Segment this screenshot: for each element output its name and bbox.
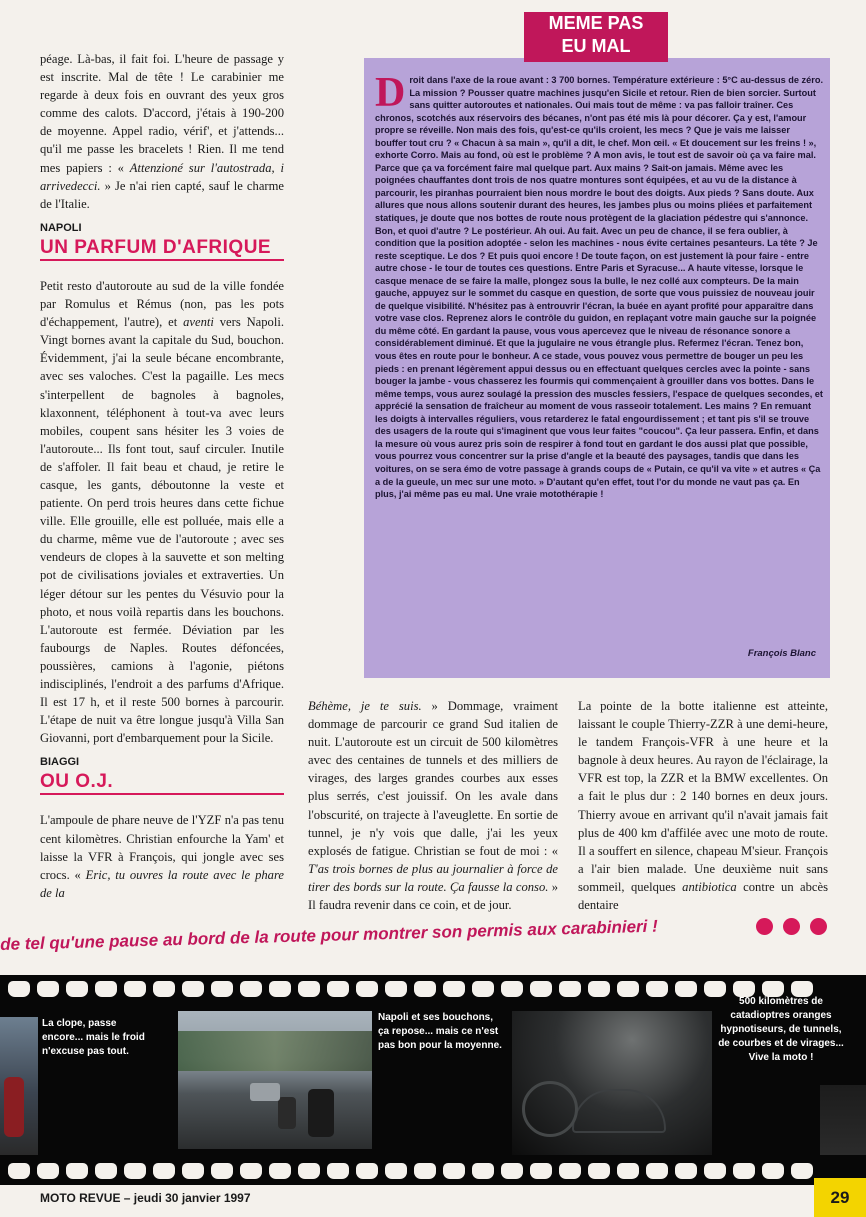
col1-body: Petit resto d'autoroute au sud de la ville fondée par Romulus et Rémus (non, pas les pots d'échappement, l'autre), et aventi vers Napoli. Vingt bornes avant la capitale du Sud, bouchon. Évidemment, j'ai la seule bécane encombrante, avec ses valoches. C'est la pagaille. Les mecs s'interpellent de bagnoles à bagnoles, klaxonnent, téléphonent à tout-va avec leurs mobiles, coupent sans hésiter les 3 voies de l'autoroute... Ils font tout, sauf circuler. Inutile de s'affoler. Il fait beau et chaud, je retire le casque, les gants, déboutonne la veste et patiente. On perd trois heures dans cette fichue ville. Elle grouille, elle est polluée, mais elle a du charme, même vue de l'autoroute ; avec ses vendeurs de clopes à la sauvette et son melting pot de civilisations joviales et extraverties. Un léger détour sur les pentes du Vésuvio pour la photo, et nous voilà repartis dans les bouchons. L'autoroute est fermée. Déviation par les faubourgs de Naples. Routes défoncées, poussières, camions à l'agonie, piétons indisciplinés, l'endroit a des parfums d'Afrique. Il est 17 h, et il reste 500 bornes à parcourir. L'étape de nuit va être longue jusqu'à Villa San Giovanni, port d'embarquement pour la Sicile. — [40, 278, 284, 746]
col1-intro: péage. Là-bas, il fait foi. L'heure de passage y est inscrite. Mal de tête ! Le carabinier me regarde à deux fois en ouvrant des yeux gros comme des calots. D'accord, j'étais à 190-200 de moyenne. Appel radio, vérif', et j'attends... qu'il me passe les bracelets ! Rien. Il me tend mes papiers : « Attenzioné sur l'autostrada, i arrivedecci. » Je n'ai rien capté, sauf le charme de l'Italie. — [40, 52, 284, 211]
page-footer: MOTO REVUE – jeudi 30 janvier 1997 — [40, 1191, 251, 1205]
photo-caption-2: Napoli et ses bouchons, ça repose... mais ce n'est pas bon pour la moyenne. — [378, 1012, 502, 1051]
photo-smoking-break — [0, 1017, 38, 1155]
column-3: La pointe de la botte italienne est atteinte, laissant le couple Thierry-ZZR à une demi-heure, le tandem François-VFR à une heure et la bagnole à deux heures. Au rayon de l'éclairage, la VFR est top, la ZZR et la BMW excellentes. On a fait le plus dur : 2 140 bornes en deux jours. Thierry avoue en arrivant qu'il n'avait jamais fait plus de 400 km d'affilée avec une moto de route. Il a souffert en silence, chapeau M'sieur. François a l'air bien malade. Une deuxième nuit sans sommeil, quelques antibiotica contre un abcès dentaire — [578, 699, 828, 913]
photo-strip — [0, 975, 866, 1185]
page-number: 29 — [814, 1178, 866, 1217]
section-kicker: NAPOLI — [40, 221, 82, 234]
drop-cap: D — [375, 70, 406, 116]
photo-caption-1: La clope, passe encore... mais le froid n'excuse pas tout. — [42, 1018, 145, 1057]
section-headline: UN PARFUM D'AFRIQUE — [40, 237, 284, 261]
film-holes-bottom — [0, 1163, 866, 1181]
photo-traffic-naples — [178, 1011, 372, 1149]
photo-caption-3: 500 kilomètres de catadioptres oranges hypnotiseurs, de tunnels, de courbes et de virages... Vive la moto ! — [718, 996, 844, 1063]
sidebar-text: Droit dans l'axe de la roue avant : 3 700 bornes. Température extérieure : 5°C au-dessus de zéro. La mission ? Pousser quatre machines jusqu'en Sicile et retour. Rien de bien sorcier. Surtout sans quitter autoroutes et nationales. Oui mais tout de même : va pas falloir traîner. Ces chronos, scotchés aux réservoirs des bécanes, n'ont pas été mis là pour décorer. Ça y est, l'amour propre se réveille. Non mais des fois, qu'est-ce qu'ils croient, les mecs ? Que je vais me laisser bouffer tout cru ? « Chacun à sa main », qu'il a dit, le chef. Mon œil. « Et doucement sur les freins ! », exhorte Corro. Mais au fond, où est le problème ? A mon avis, le tout est de savoir où ça va faire mal. Parce que ça va forcément faire mal quelque part. Aux mains ? Sait-on jamais. Même avec les poignées chauffantes dont trois de nos quatre montures sont équipées, et au vu de la distance à parcourir, les piranhas pourraient bien nous mordre le bout des doigts. Aux pieds ? Sans doute. Aux allures que nous allons soutenir durant des heures, les jambes plus ou moins pliées et parfaitement statiques, je doute que nos bottes de route nous protègent de la glaciation pédestre qui s'annonce. Bon, et quoi d'autre ? Le postérieur. Ah oui. Au fait. Avec un peu de chance, il se fera oublier, à condition que la position adoptée - selon les machines - nous évite certaines pesanteurs. La tête ? Je reste sceptique. Le dos ? Et puis quoi encore ! De toute façon, on est justement là pour faire - entre autre chose - le tour de toutes ces questions. Entre Paris et Syracuse... A haute vitesse, lorsque le casque menace de se faire la malle, plongez sous la bulle, le nez collé aux compteurs. De la main gauche, appuyez sur le sommet du casque en question, de sorte que vous puissiez de nouveau jouir de quelque visibilité. N'hésitez pas à entrouvrir l'écran, la buée en ayant profité pour apparaître dans votre vase clos. Reprenez alors le contrôle du guidon, en replaçant votre main gauche sur la poignée du même côté. En gardant la pause, vous vous apercevez que le niveau de résonance sonore a considérablement diminué. Et que la jugulaire ne vous étrangle plus. Refermez l'écran. Tenez bon, vous êtes en route pour le bonheur. A ce stade, vous pouvez vous permettre de bouger un peu les pieds : en prenant légèrement appui dessus ou en effectuant quelques cercles avec la pointe - sans bouger la jambe - vous chasserez les fourmis qui commençaient à grouiller dans vos bottes. Dans le même temps, vous aurez soulagé la pression des muscles fessiers, l'espace de quelques secondes, et apprécié la sensation de fraîcheur au moment de vous rasseoir totalement. Les mains ? En remuant les doigts à intervalles réguliers, vous retarderez le fatal engourdissement ; et tant pis s'il se trouve des usagers de la route qui s'imaginent que vous leur faites "coucou". Ça leur passera. Enfin, et dans la mesure où vous aurez pris soin de respirer à fond tout en gardant le dos aussi plat que possible, vous pourrez vous concentrer sur la prise d'angle et la beauté des paysages, tandis que dans les voitures, on se sera émo de votre passage à grands coups de « Putain, ce qu'il va vite » et autres « Ça a de la gueule, un mec sur une moto. » D'autant qu'en effet, tout l'or du monde ne vaut pas ça. En plus, j'ai même pas eu mal. Une vraie motothérapie ! — [375, 70, 824, 500]
column-2: Béhème, je te suis. » Dommage, vraiment dommage de parcourir ce grand Sud italien de nuit. L'autoroute est un circuit de 500 kilomètres avec des centaines de tunnels et des milliers de virages, des larges grandes courbes aux esses plus serrés, c'est jouissif. On les avale dans l'obscurité, on trajecte à l'aveuglette. En sortie de tunnel, je n'y vois que dalle, j'ai les yeux explosés de fatigue. Christian se fout de moi : « T'as trois bornes de plus au journalier à force de tirer des bords sur la route. Ça fausse la conso. » Il faudra revenir dans ce coin, et de jour. — [308, 699, 558, 913]
col1-body-2: L'ampoule de phare neuve de l'YZF n'a pas tenu cent kilomètres. Christian enfourche la Yam' et laisse la VFR à François, qui jongle avec ses crocs. « Eric, tu ouvres la route avec le phare de la — [40, 813, 284, 900]
photo-night-dashboard — [512, 1011, 712, 1155]
author-signature: François Blanc — [747, 648, 816, 659]
section-headline: OU O.J. — [40, 771, 284, 795]
strip-banner: de tel qu'une pause au bord de la route pour montrer son permis aux carabinieri ! — [0, 916, 659, 954]
sidebar-title: MEME PAS EU MAL — [524, 12, 668, 62]
section-kicker: BIAGGI — [40, 756, 80, 769]
photo-right-edge — [820, 1085, 866, 1155]
column-1 — [40, 50, 284, 902]
